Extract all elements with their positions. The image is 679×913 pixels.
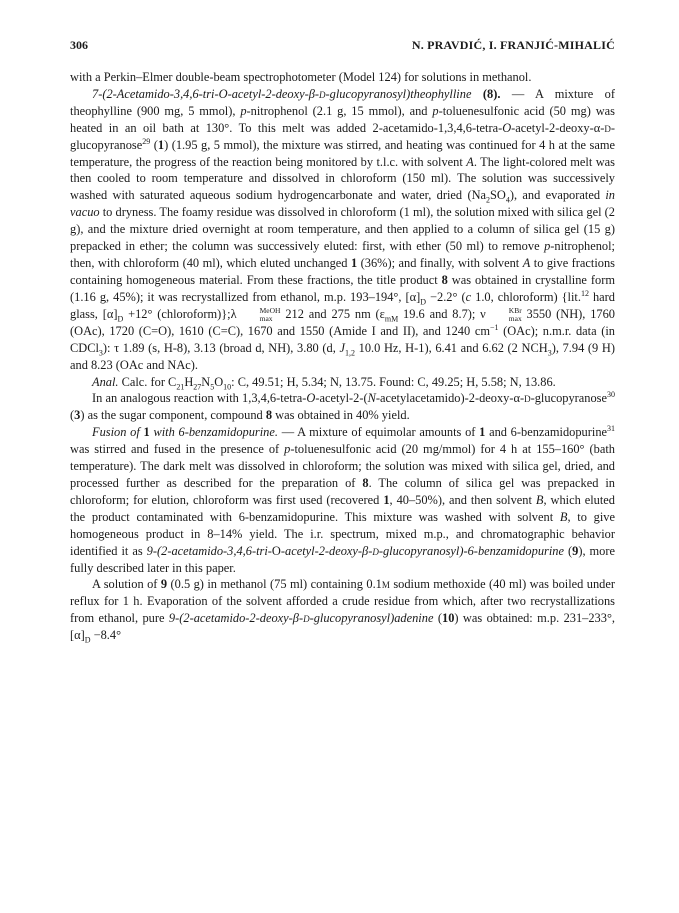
stacked-script: [487, 307, 522, 323]
text-run: with a Perkin–Elmer double-beam spectrophotometer (Model 124) for solutions in methanol.: [70, 70, 532, 84]
text-run: ), more fully described later in this paper.: [70, 543, 615, 575]
text-run: A solution of: [92, 577, 161, 592]
running-head: [70, 38, 615, 53]
text-run: (OAc); n.m.r. data (in CDCl: [70, 323, 615, 355]
text-run: c: [465, 289, 472, 304]
compound-number: 8: [265, 408, 273, 423]
text-run: was stirred and fused in the presence of: [70, 442, 285, 457]
compound-number: 1: [143, 425, 150, 440]
text-run: N: [367, 391, 376, 406]
text-run: N: [201, 374, 211, 389]
text-run: ) was obtained: m.p. 231–233°, [α]: [70, 611, 615, 643]
text-run: SO: [490, 188, 506, 203]
superscript: −1: [489, 322, 499, 332]
text-run: O: [218, 86, 228, 101]
subscript: 3: [98, 348, 103, 358]
compound-number: 10: [442, 611, 455, 626]
text-run: 212 and 275 nm (ε: [280, 306, 385, 321]
text-run: . The column of silica gel was prepacked in chloroform; for elution, chloroform was first used (recovered: [70, 476, 615, 507]
compound-number: 8: [362, 476, 369, 490]
text-run: ), 7.94 (9 H) and 8.23 (OAc and NAc).: [70, 340, 615, 372]
text-run: -glucopyranosyl)theophylline: [325, 86, 472, 101]
text-run: d: [319, 86, 326, 101]
text-run: ), and evaporated: [509, 188, 606, 203]
text-run: ) as the sugar component, compound: [80, 408, 266, 423]
text-run: (36%); and finally, with solvent: [357, 255, 523, 270]
text-run: O: [214, 374, 224, 389]
text-run: -acetyl-2-deoxy-β-: [227, 86, 320, 101]
text-run: -acetyl-2-deoxy-α-: [511, 120, 605, 135]
text-run: 9-(2-acetamido-3,4,6-tri-: [146, 543, 272, 558]
text-run: , 40–50%), and then solvent: [389, 492, 536, 507]
text-run: (: [70, 408, 75, 423]
text-run: m: [381, 577, 390, 592]
subscript: max: [508, 313, 522, 323]
text-run: p: [284, 442, 291, 457]
running-head-authors: N. PRAVDIĆ, I. FRANJIĆ-MIHALIĆ: [411, 38, 615, 52]
article-body: [70, 69, 615, 644]
text-run: 9-(2-acetamido-2-deoxy-β-: [168, 611, 304, 626]
text-run: -glucopyranosyl)-6-benzamidopurine: [378, 543, 564, 558]
compound-number: 1: [383, 492, 390, 507]
compound-number: 8: [441, 272, 448, 287]
text-run: was obtained in crystalline form (1.16 g, 45%); it was recrystallized from ethanol, m.p. 193–194°, [α]: [70, 272, 615, 304]
text-run: 1.0, chloroform) {lit.: [471, 289, 581, 304]
compound-number: 1: [350, 255, 358, 270]
text-run: B: [535, 492, 544, 507]
text-run: 19.6 and 8.7); ν: [398, 306, 486, 321]
subscript: D: [84, 635, 91, 645]
text-run: -acetylacetamido)-2-deoxy-α-: [375, 391, 525, 406]
text-run: was obtained in 40% yield.: [272, 408, 410, 423]
text-run: In an analogous reaction with 1,3,4,6-tetra-: [92, 391, 307, 406]
text-run: -nitrophenol (2.1 g, 15 mmol), and: [246, 103, 433, 118]
section-title: with 6-benzamidopurine.: [153, 425, 278, 440]
text-run: O: [306, 391, 316, 406]
text-run: -toluenesulfonic acid (50 mg) was heated in an oil bath at 130°. To this melt was added 2-acetamido-1,3,4,6-tetra-: [70, 103, 615, 135]
text-run: d: [524, 391, 531, 406]
text-run: -nitrophenol; then, with chloroform (40 ml), which eluted unchanged: [70, 239, 615, 270]
text-run: . The light-colored melt was then cooled to room temperature and dissolved in chloroform (150 ml). The solution was successively washed with saturated aqueous sodium hydrogencarbonate and water, dried (Na: [70, 154, 615, 203]
subscript: 2: [486, 195, 491, 205]
text-run: 3550 (NH), 1760 (OAc), 1720 (C=O), 1610 (C=C), 1670 and 1550 (Amide I and II), and 1240 cm: [70, 306, 616, 338]
text-run: -toluenesulfonic acid (20 mg/mmol) for 4 h at 155–160° (bath temperature). The dark melt was dissolved in chloroform; the solution was mixed with silica gel, dried, and processed further as described for the preparation of: [70, 442, 615, 490]
text-run: A: [466, 154, 474, 169]
text-run: -glucopyranose: [530, 391, 607, 406]
paragraph-fusion: [70, 424, 615, 576]
journal-page: [70, 38, 615, 644]
text-run: B: [559, 509, 568, 524]
text-run: to give fractions containing homogeneous material. From these fractions, the title product: [70, 255, 616, 287]
text-run: (0.5 g) in methanol (75 ml) containing 0.1: [167, 577, 382, 592]
text-run: : C, 49.51; H, 5.34; N, 13.75. Found: C, 49.25; H, 5.58; N, 13.86.: [231, 374, 556, 389]
text-run: (: [433, 611, 442, 626]
text-run: J: [339, 340, 345, 355]
text-run: d: [372, 543, 379, 558]
subscript: mM: [384, 314, 399, 324]
page-number: 306: [70, 38, 88, 52]
text-run: hard glass, [α]: [70, 289, 615, 321]
compound-number: 1: [157, 137, 165, 152]
text-run: ): τ 1.89 (s, H-8), 3.13 (broad d, NH), 3.80 (d,: [102, 340, 340, 355]
text-run: — A mixture of equimolar amounts of: [277, 425, 480, 440]
text-run: O: [271, 543, 281, 558]
text-run: −2.2° (: [426, 289, 466, 304]
section-title: Fusion of: [92, 425, 140, 440]
text-run: , which eluted the product contaminated with 6-benzamidopurine. This mixture was washed with solvent: [70, 492, 615, 524]
text-run: H: [184, 374, 194, 389]
subscript: 5: [210, 382, 215, 392]
superscript: KBr: [508, 305, 522, 315]
superscript: MeOH: [259, 305, 281, 315]
subscript: D: [420, 297, 427, 307]
text-run: -glucopyranosyl)adenine: [309, 611, 434, 626]
reference-superscript: 12: [580, 288, 589, 298]
text-run: d: [303, 611, 310, 626]
reference-superscript: 30: [607, 390, 615, 400]
compound-number: 3: [74, 408, 81, 423]
text-run: ) (1.95 g, 5 mmol), the mixture was stirred, and heating was continued for 4 h at the same temperature, the progress of the reaction being monitored by t.l.c. with solvent: [70, 137, 615, 169]
compound-number: 1: [479, 425, 486, 440]
subscript: 1,2: [344, 348, 355, 358]
paragraph-analysis: [70, 374, 615, 391]
text-run: , to give homogeneous product in 8–14% yield. The i.r. spectrum, mixed m.p., and chromatographic behavior identified it as: [70, 509, 615, 558]
text-run: -glucopyranose: [70, 120, 615, 152]
subscript: max: [259, 313, 273, 323]
subscript: 27: [193, 382, 202, 392]
text-run: p: [432, 103, 439, 118]
subscript: 10: [223, 382, 232, 392]
text-run: Calc. for C: [118, 374, 177, 389]
subscript: 21: [176, 382, 185, 392]
subscript: 3: [547, 348, 552, 358]
text-run: (: [563, 543, 573, 558]
text-run: p: [240, 103, 247, 118]
text-run: O: [502, 120, 512, 135]
compound-number: (8).: [482, 86, 501, 101]
text-run: d: [604, 120, 611, 135]
text-run: — A mixture of theophylline (900 mg, 5 mmol),: [70, 86, 615, 118]
subscript: D: [117, 314, 124, 324]
text-run: -acetyl-2-deoxy-β-: [280, 543, 373, 558]
text-run: p: [544, 239, 551, 254]
paragraph-analogous-reaction: [70, 390, 615, 424]
text-run: A: [522, 255, 531, 270]
text-run: -acetyl-2-(: [315, 391, 368, 406]
text-run: −8.4°: [90, 628, 122, 643]
reference-superscript: 29: [142, 136, 151, 146]
paragraph-compound-8: [70, 86, 615, 374]
text-run: +12° (chloroform)};λ: [123, 306, 237, 321]
text-run: Anal.: [92, 374, 119, 389]
text-run: and 6-benzamidopurine: [485, 425, 608, 440]
text-run: 7-(2-Acetamido-3,4,6-tri-: [92, 86, 219, 101]
text-run: to dryness. The foamy residue was dissolved in chloroform (1 ml), the solution mixed with silica gel (2 g), and the mixture dried overnight at room temperature, and then applied to a column of silica gel (15 g) prepacked in ether; the column was successively eluted: first, with ether (50 ml) to remove: [70, 205, 615, 254]
text-run: 10.0 Hz, H-1), 6.41 and 6.62 (2 NCH: [354, 340, 548, 355]
compound-number: 9: [572, 543, 579, 558]
text-run: (: [150, 137, 158, 152]
text-run: in vacuo: [70, 188, 615, 220]
paragraph-deacylation: [70, 576, 615, 644]
reference-superscript: 31: [607, 424, 616, 434]
paragraph-instrument: [70, 69, 615, 86]
compound-number: 9: [160, 577, 168, 592]
stacked-script: [238, 307, 281, 323]
subscript: 4: [505, 195, 510, 205]
text-run: sodium methoxide (40 ml) was boiled under reflux for 1 h. Evaporation of the solvent afforded a crude residue from which, after two recrystallizations from ethanol, pure: [70, 577, 616, 626]
compound-title: [92, 87, 471, 101]
